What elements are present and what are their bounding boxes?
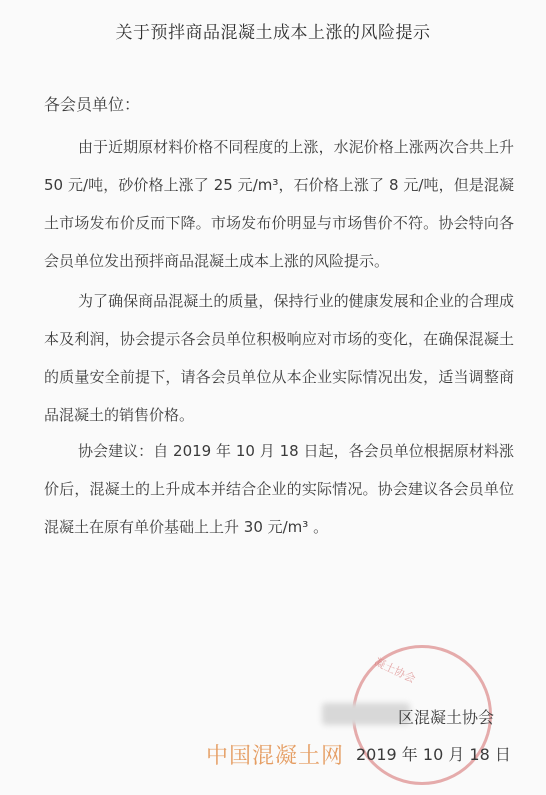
salutation: 各会员单位：	[44, 95, 141, 114]
redacted-org-name	[322, 703, 410, 725]
seal-text: 凝土协会	[372, 655, 418, 686]
paragraph-quality-assurance: 为了确保商品混凝土的质量，保持行业的健康发展和企业的合理成本及利润，协会提示各会员单位积极响应对市场的变化，在确保混凝土的质量安全前提下，请各会员单位从本企业实际情况出发，适当调整商品混凝土的销售价格。	[44, 292, 514, 424]
paragraph-recommendation: 协会建议：自 2019 年 10 月 18 日起，各会员单位根据原材料涨价后，混凝土的上升成本并结合企业的实际情况。协会建议各会员单位混凝土在原有单价基础上上升 30 元/m³ 。	[44, 442, 514, 536]
document-title: 关于预拌商品混凝土成本上涨的风险提示	[115, 23, 431, 43]
signature-organization: 区混凝土协会	[398, 708, 495, 727]
paragraph-cost-increase: 由于近期原材料价格不同程度的上涨，水泥价格上涨两次合共上升 50 元/吨，砂价格上涨了 25 元/m³，石价格上涨了 8 元/吨，但是混凝土市场发布价反而下降。市场发布价明显与市场售价不符。协会特向各会员单位发出预拌商品混凝土成本上涨的风险提示。	[44, 138, 514, 270]
signature-date: 2019 年 10 月 18 日	[356, 745, 511, 764]
site-watermark: 中国混凝土网	[206, 744, 345, 769]
